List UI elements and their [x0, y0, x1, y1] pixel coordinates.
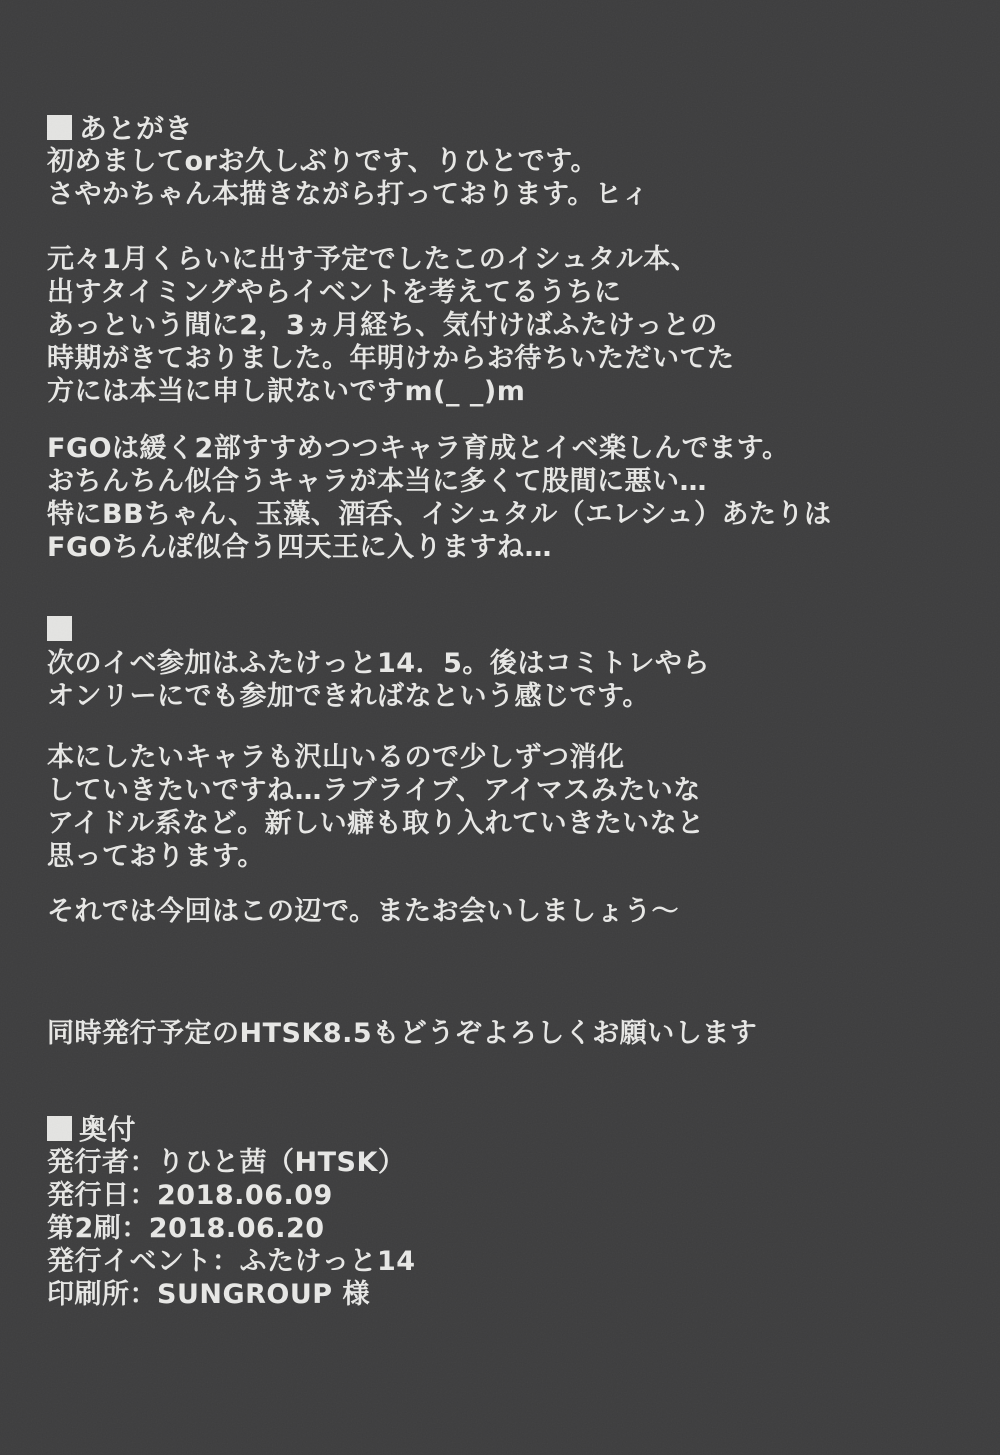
closing-paragraph	[47, 895, 970, 928]
page-content	[47, 112, 970, 1311]
text-line: あっという間に2，3ヵ月経ち、気付けばふたけっとの	[47, 310, 718, 341]
square-bullet-icon	[47, 616, 72, 641]
text-line: 特にBBちゃん、玉藻、酒呑、イシュタル（エレシュ）あたりは	[47, 499, 832, 530]
text-line: 思っております。	[47, 841, 265, 872]
text-line: さやかちゃん本描きながら打っております。ヒィ	[47, 179, 650, 210]
text-line: していきたいですね…ラブライブ、アイマスみたいな	[47, 775, 701, 806]
colophon-section	[47, 1113, 970, 1311]
text-line: アイドル系など。新しい癖も取り入れていきたいなと	[47, 808, 705, 839]
section-marker-line	[47, 614, 970, 647]
text-line: 時期がきておりました。年明けからお待ちいただいてた	[47, 343, 735, 374]
announcement-paragraph	[47, 1017, 970, 1050]
colophon-publisher: 発行者：りひと茜（HTSK）	[47, 1147, 406, 1178]
afterword-heading: あとがき	[79, 112, 194, 145]
colophon-printer: 印刷所：SUNGROUP 様	[47, 1279, 370, 1310]
colophon-heading: 奥付	[79, 1113, 137, 1146]
colophon-heading-line	[47, 1113, 970, 1146]
text-line: 次のイベ参加はふたけっと14．5。後はコミトレやら	[47, 648, 710, 679]
plans-paragraph	[47, 741, 970, 873]
events-section	[47, 614, 970, 713]
text-line: 初めましてorお久しぶりです、りひとです。	[47, 146, 599, 177]
colophon-publish-date: 発行日：2018.06.09	[47, 1180, 333, 1211]
text-line: FGOちんぽ似合う四天王に入りますね…	[47, 532, 553, 563]
afterword-heading-line	[47, 112, 970, 145]
text-line: オンリーにでも参加できればなという感じです。	[47, 681, 650, 712]
square-bullet-icon	[47, 1116, 72, 1141]
text-line: FGOは緩く2部すすめつつキャラ育成とイベ楽しんでます。	[47, 433, 790, 464]
text-line: 本にしたいキャラも沢山いるので少しずつ消化	[47, 742, 625, 773]
text-line: 出すタイミングやらイベントを考えてるうちに	[47, 277, 622, 308]
text-line: それでは今回はこの辺で。またお会いしましょう～	[47, 896, 679, 927]
colophon-second-printing: 第2刷：2018.06.20	[47, 1213, 325, 1244]
delay-paragraph	[47, 243, 970, 408]
square-bullet-icon	[47, 115, 72, 140]
fgo-paragraph	[47, 432, 970, 564]
colophon-event: 発行イベント：ふたけっと14	[47, 1246, 416, 1277]
text-line: 同時発行予定のHTSK8.5もどうぞよろしくお願いします	[47, 1018, 758, 1049]
text-line: 元々1月くらいに出す予定でしたこのイシュタル本、	[47, 244, 699, 275]
afterword-section	[47, 112, 970, 211]
text-line: おちんちん似合うキャラが本当に多くて股間に悪い…	[47, 466, 707, 497]
text-line: 方には本当に申し訳ないですm(_ _)m	[47, 376, 526, 407]
